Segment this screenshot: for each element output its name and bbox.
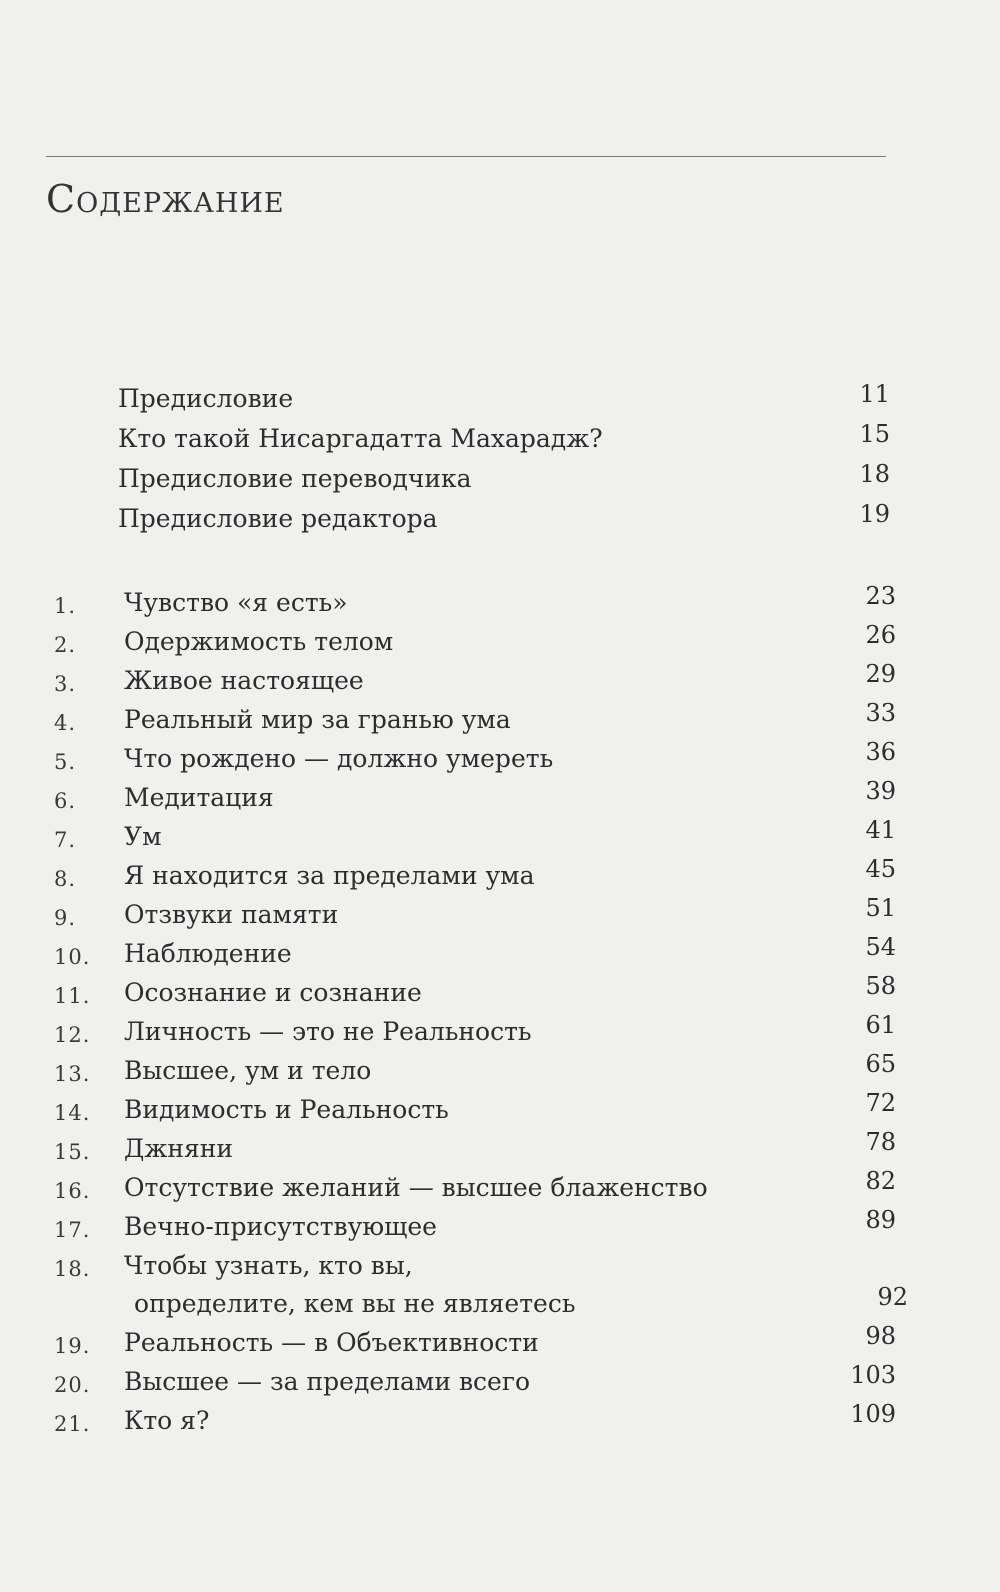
chapter-entry[interactable]: [0, 816, 1000, 855]
chapter-number: 10.: [54, 945, 91, 969]
chapter-entry[interactable]: [0, 972, 1000, 1011]
chapter-number: 4.: [54, 711, 77, 735]
heading-rule: [46, 156, 886, 157]
chapter-entry[interactable]: [0, 1050, 1000, 1089]
chapter-title: Реальность — в Объективности: [124, 1328, 539, 1357]
chapter-number: 8.: [54, 867, 77, 891]
chapter-entry[interactable]: [0, 1089, 1000, 1128]
chapter-entry[interactable]: [0, 1400, 1000, 1439]
chapter-page: 98: [865, 1322, 896, 1350]
chapter-number: 1.: [54, 594, 77, 618]
chapter-title: Отзвуки памяти: [124, 900, 339, 929]
chapter-number: 14.: [54, 1101, 91, 1125]
chapter-page: 65: [865, 1050, 896, 1078]
chapter-page: 72: [865, 1089, 896, 1117]
chapter-title: Видимость и Реальность: [124, 1095, 449, 1124]
chapter-number: 13.: [54, 1062, 91, 1086]
toc-entry[interactable]: [0, 458, 1000, 498]
chapter-title-continued: определите, кем вы не являетесь: [134, 1289, 576, 1318]
chapter-entry[interactable]: [0, 738, 1000, 777]
chapter-entry[interactable]: [0, 1245, 1000, 1322]
chapter-page: 29: [865, 660, 896, 688]
chapter-entry[interactable]: [0, 1322, 1000, 1361]
chapter-page: 41: [865, 816, 896, 844]
toc-entry-title: Предисловие: [118, 384, 294, 413]
chapter-title: Реальный мир за гранью ума: [124, 705, 511, 734]
chapter-number: 7.: [54, 828, 77, 852]
chapter-number: 17.: [54, 1218, 91, 1242]
chapter-title: Я находится за пределами ума: [124, 861, 535, 890]
chapter-title: Высшее — за пределами всего: [124, 1367, 530, 1396]
chapter-entry[interactable]: [0, 1361, 1000, 1400]
toc-entry-page: 11: [859, 380, 890, 408]
page-title: Содержание: [46, 177, 285, 221]
front-matter-list: [0, 378, 1000, 538]
chapter-entry[interactable]: [0, 621, 1000, 660]
chapter-entry[interactable]: [0, 855, 1000, 894]
chapter-entry[interactable]: [0, 1011, 1000, 1050]
chapter-page: 23: [865, 582, 896, 610]
chapter-page: 58: [865, 972, 896, 1000]
toc-entry[interactable]: [0, 378, 1000, 418]
chapter-number: 5.: [54, 750, 77, 774]
chapter-number: 3.: [54, 672, 77, 696]
chapter-title: Осознание и сознание: [124, 978, 422, 1007]
chapter-number: 12.: [54, 1023, 91, 1047]
chapter-number: 9.: [54, 906, 77, 930]
toc-entry-page: 15: [859, 420, 890, 448]
chapter-page: 33: [865, 699, 896, 727]
chapter-page: 36: [865, 738, 896, 766]
chapter-page: 109: [850, 1400, 896, 1428]
chapter-number: 18.: [54, 1257, 91, 1281]
toc-entry[interactable]: [0, 418, 1000, 458]
chapter-title: Высшее, ум и тело: [124, 1056, 372, 1085]
chapter-title: Ум: [124, 822, 162, 851]
toc-entry-title: Предисловие редактора: [118, 504, 438, 533]
chapter-page: 61: [865, 1011, 896, 1039]
chapter-page: 54: [865, 933, 896, 961]
chapter-entry[interactable]: [0, 660, 1000, 699]
chapter-number: 21.: [54, 1412, 91, 1436]
chapter-page: 78: [865, 1128, 896, 1156]
chapter-page: 26: [865, 621, 896, 649]
chapter-page: 39: [865, 777, 896, 805]
toc-entry-title: Кто такой Нисаргадатта Махарадж?: [118, 424, 603, 453]
chapter-title: Отсутствие желаний — высшее блаженство: [124, 1173, 708, 1202]
chapter-page: 45: [865, 855, 896, 883]
toc-entry-title: Предисловие переводчика: [118, 464, 472, 493]
chapter-title: Чувство «я есть»: [124, 588, 348, 617]
chapter-title: Джняни: [124, 1134, 234, 1163]
chapter-entry[interactable]: [0, 777, 1000, 816]
chapter-number: 16.: [54, 1179, 91, 1203]
chapter-entry[interactable]: [0, 699, 1000, 738]
chapter-title: Чтобы узнать, кто вы,: [124, 1251, 413, 1280]
chapter-list: [0, 582, 1000, 1439]
chapter-entry[interactable]: [0, 1128, 1000, 1167]
chapter-entry[interactable]: [0, 894, 1000, 933]
chapter-number: 6.: [54, 789, 77, 813]
chapter-title: Личность — это не Реальность: [124, 1017, 532, 1046]
toc-entry-page: 19: [859, 500, 890, 528]
chapter-page: 51: [865, 894, 896, 922]
chapter-title: Наблюдение: [124, 939, 292, 968]
chapter-title: Живое настоящее: [124, 666, 364, 695]
chapter-title: Кто я?: [124, 1406, 210, 1435]
chapter-entry[interactable]: [0, 582, 1000, 621]
chapter-page: 82: [865, 1167, 896, 1195]
chapter-page: 92: [877, 1283, 908, 1311]
chapter-title: Одержимость телом: [124, 627, 394, 656]
chapter-number: 19.: [54, 1334, 91, 1358]
chapter-page: 89: [865, 1206, 896, 1234]
chapter-page: 103: [850, 1361, 896, 1389]
chapter-number: 2.: [54, 633, 77, 657]
chapter-title: Что рождено — должно умереть: [124, 744, 554, 773]
toc-entry[interactable]: [0, 498, 1000, 538]
chapter-entry[interactable]: [0, 933, 1000, 972]
chapter-number: 11.: [54, 984, 91, 1008]
chapter-number: 15.: [54, 1140, 91, 1164]
toc-entry-page: 18: [859, 460, 890, 488]
chapter-title: Медитация: [124, 783, 274, 812]
chapter-number: 20.: [54, 1373, 91, 1397]
chapter-entry[interactable]: [0, 1206, 1000, 1245]
chapter-title: Вечно-присутствующее: [124, 1212, 437, 1241]
chapter-entry[interactable]: [0, 1167, 1000, 1206]
